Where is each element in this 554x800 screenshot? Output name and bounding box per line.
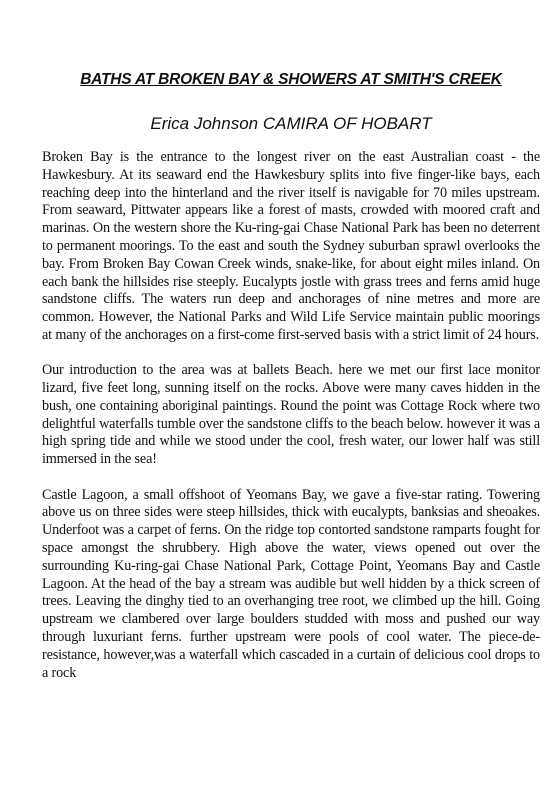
paragraph-ballets-beach: Our introduction to the area was at ballets Beach. here we met our first lace monitor lizard, five feet long, sunning itself on the rocks. Above were many caves hidden in the bush, one containing aboriginal paintings. Round the point was Cottage Rock where two delightful waterfalls tumble over the sandstone cliffs to the beach below. however it was a high spring tide and while we stood under the cool, fresh water, our lower half was still immersed in the sea! xyxy=(42,362,540,468)
paragraph-castle-lagoon: Castle Lagoon, a small offshoot of Yeomans Bay, we gave a five-star rating. Towering above us on three sides were steep hillsides, thick with eucalypts, banksias and sheoakes. Underfoot was a carpet of ferns. On the ridge top contorted sandstone ramparts fought for space amongst the shrubbery. High above the water, views opened out over the surrounding Ku-ring-gai Chase National Park, Cottage Point, Yeomans Bay and Castle Lagoon. At the head of the bay a stream was audible but well hidden by a thick screen of trees. Leaving the dinghy tied to an overhanging tree root, we climbed up the hill. Going upstream we clambered over large boulders studded with moss and pushed our way through luxuriant ferns. further upstream were pools of cool water. The piece-de-resistance, however,was a waterfall which cascaded in a curtain of delicious cool drops to a rock xyxy=(42,486,540,681)
article-title: BATHS AT BROKEN BAY & SHOWERS AT SMITH'S CREEK xyxy=(80,71,502,88)
paragraph-broken-bay: Broken Bay is the entrance to the longest river on the east Australian coast - the Hawkesbury. At its seaward end the Hawkesbury splits into five finger-like bays, each reaching deep into the hinterland and the river itself is navigable for 70 miles upstream. From seaward, Pittwater appears like a forest of masts, crowded with moored craft and marinas. On the western shore the Ku-ring-gai Chase National Park has been no deterrent to permanent moorings. To the east and south the Sydney suburban sprawl overlooks the bay. From Broken Bay Cowan Creek winds, snake-like, for about eight miles inland. On each bank the hillsides rise steeply. Eucalypts jostle with grass trees and ferns amid huge sandstone cliffs. The waters run deep and anchorages of nine metres and more are common. However, the National Parks and Wild Life Service maintain public moorings at many of the anchorages on a first-come first-served basis with a strict limit of 24 hours. xyxy=(42,149,540,343)
article-byline: Erica Johnson CAMIRA OF HOBART xyxy=(150,114,432,133)
article-body xyxy=(42,149,540,700)
